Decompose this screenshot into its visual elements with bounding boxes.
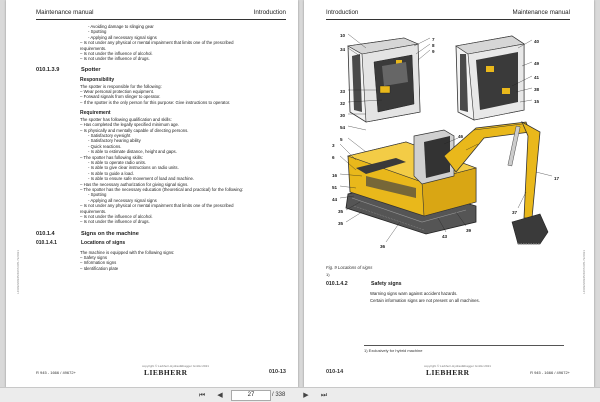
callout-number: 54	[340, 125, 346, 130]
last-page-icon[interactable]: ⏭	[320, 391, 328, 399]
footer-model: R 945 - 1666 / 49672+	[530, 370, 570, 375]
left-side-code: LFR/EN/R945/49672/05-72/2021	[16, 250, 20, 294]
left-page	[6, 0, 298, 388]
callout-number: 49	[534, 61, 540, 66]
figure-note-marker: 1)	[326, 272, 330, 278]
section-title: Spotter	[81, 66, 101, 73]
callout-number: 5	[340, 137, 343, 142]
callout-number: 38	[534, 87, 540, 92]
text-line: - Avoiding damage to slinging gear	[88, 24, 154, 29]
section-title: Safety signs	[371, 280, 402, 287]
cab-right-view	[456, 36, 524, 120]
locations-list	[36, 250, 288, 272]
requirement-heading: Requirement	[80, 110, 111, 117]
previous-page-icon[interactable]: ◀	[217, 391, 223, 399]
text-line: - Applying all necessary signal signs	[88, 34, 157, 40]
left-page-body	[36, 24, 288, 271]
text-line: – Is not under the influence of alcohol.	[80, 51, 153, 57]
text-line: – Identification plate	[80, 265, 119, 271]
text-line: – The spotter has following skills:	[80, 154, 143, 160]
text-line: The spotter has following qualification and skills:	[80, 116, 172, 122]
text-line: - Is able to ensure safe movement of load and machine.	[88, 176, 195, 182]
text-line: – Is not under the influence of drugs.	[80, 219, 150, 225]
safety-description	[326, 290, 574, 304]
text-line: - Is able to give clear instructions on radio units.	[88, 165, 179, 171]
left-header-section: Introduction	[253, 9, 286, 16]
text-line: requirements.	[80, 45, 107, 51]
right-page-footer	[326, 364, 570, 378]
callout-number: 43	[442, 234, 448, 239]
intro-bullet-list	[36, 24, 288, 62]
callout-number: 35	[338, 209, 344, 214]
text-line: Certain information signs are not present on all machines.	[370, 298, 480, 304]
callout-number: 7	[432, 37, 435, 42]
section-title: Locations of signs	[81, 240, 126, 247]
callout-number: 8	[432, 43, 435, 48]
left-page-footer	[36, 364, 286, 378]
footnote-text: 1) Exclusively for hybrid machine	[364, 348, 423, 353]
callout-number: 10	[340, 33, 346, 38]
callout-number: 51	[332, 185, 338, 190]
text-line: – Is not under the influence of drugs.	[80, 56, 150, 62]
text-line: – Is not under any physical or mental impairment that limits one of the prescribed	[80, 40, 234, 46]
text-line: – Has the necessary authorization for giving signal signs.	[80, 181, 189, 187]
text-line: - Satisfactory eyesight	[88, 132, 131, 138]
callout-number: 36	[380, 244, 386, 249]
text-line: – Is not under the influence of alcohol.	[80, 214, 153, 219]
footer-copyright: copyright © Liebherr-Hydraulikbagger GmbH 2021	[424, 364, 491, 368]
figure-caption: Fig. 9 Locations of signs	[326, 265, 373, 270]
text-line: - Is able to guide a load.	[88, 170, 134, 176]
liebherr-logo: LIEBHERR	[144, 368, 188, 377]
footer-copyright: copyright © Liebherr-Hydraulikbagger GmbH 2021	[142, 364, 209, 368]
text-line: - Is able to estimate distance, height and gaps.	[88, 149, 177, 155]
machine-sign-locations-figure	[326, 26, 570, 262]
first-page-icon[interactable]: ⏮	[198, 391, 206, 399]
footer-page-number: 010-13	[268, 369, 286, 375]
callout-number: 40	[534, 39, 540, 44]
callout-number: 37	[512, 210, 518, 215]
callout-number: 44	[332, 197, 338, 202]
text-line: Warning signs warn against accident hazards.	[370, 291, 458, 297]
callout-number: 9	[432, 49, 435, 54]
callout-number: 17	[554, 176, 560, 181]
page-number-input[interactable]: 27	[231, 390, 271, 401]
text-line: - Quick reactions.	[88, 143, 122, 149]
right-page-header	[326, 9, 570, 20]
responsibility-list	[36, 84, 288, 106]
callout-number: 15	[534, 99, 540, 104]
callout-number: 30	[340, 113, 346, 118]
text-line: - Spotting	[88, 29, 107, 35]
liebherr-logo: LIEBHERR	[426, 368, 470, 377]
excavator-illustration	[346, 122, 548, 244]
requirement-list	[36, 117, 288, 225]
footer-page-number: 010-14	[326, 369, 344, 375]
text-line: – Safety signs	[80, 255, 107, 261]
cab-left-view	[348, 38, 420, 122]
callout-number: 3	[332, 143, 335, 148]
section-title: Signs on the machine	[81, 230, 139, 237]
text-line: The spotter is responsible for the following:	[80, 83, 162, 89]
left-header-title: Maintenance manual	[36, 9, 94, 16]
right-page	[304, 0, 594, 388]
text-line: – Has completed the legally specified minimum age.	[80, 122, 180, 128]
callout-number: 39	[466, 228, 472, 233]
callout-number: 34	[340, 47, 346, 52]
section-number: 010.1.4.2	[326, 280, 348, 287]
right-page-body	[326, 265, 574, 304]
callout-number: 16	[332, 173, 338, 178]
section-number: 010.1.4.1	[36, 240, 57, 247]
text-line: - Applying all necessary signal signs	[88, 197, 157, 203]
callout-number: 32	[340, 101, 346, 106]
left-page-header	[36, 9, 286, 20]
text-line: requirements.	[80, 208, 107, 214]
text-line: – Forward signals from slinger to operator.	[80, 94, 161, 100]
next-page-icon[interactable]: ▶	[303, 391, 309, 399]
text-line: - Spotting	[88, 192, 107, 198]
section-number: 010.1.3.9	[36, 66, 60, 73]
callout-number: 6	[332, 155, 335, 160]
responsibility-heading: Responsibility	[80, 77, 115, 84]
footer-model: R 945 - 1666 / 49672+	[36, 370, 76, 375]
text-line: – Is physically and mentally capable of directing persons.	[80, 127, 189, 133]
text-line: - Satisfactory hearing ability	[88, 138, 141, 144]
callout-number: 35	[338, 221, 344, 226]
text-line: - Is able to operate radio units.	[88, 159, 147, 165]
callout-number: 33	[340, 89, 346, 94]
right-header-section: Introduction	[326, 9, 359, 16]
footnote	[364, 345, 564, 353]
section-number: 010.1.4	[36, 230, 55, 237]
total-pages: / 338	[272, 392, 286, 398]
text-line: The machine is equipped with the following signs:	[80, 249, 175, 255]
text-line: – If the spotter is the only person for this purpose: Give instructions to operator.	[80, 99, 231, 105]
callout-number: 46	[458, 134, 464, 139]
pdf-viewer-toolbar	[0, 387, 600, 402]
text-line: – The spotter has the necessary education (theoretical and practical) for the following:	[80, 186, 244, 192]
callout-number: 41	[534, 75, 540, 80]
text-line: – Is not under any physical or mental impairment that limits one of the prescribed	[80, 203, 234, 209]
right-side-code: LFR/EN/R945/49672/05-72/2021	[582, 250, 586, 294]
text-line: – Wear personal protection equipment.	[80, 89, 154, 95]
right-header-title: Maintenance manual	[512, 9, 570, 16]
text-line: – Information signs	[80, 260, 117, 266]
